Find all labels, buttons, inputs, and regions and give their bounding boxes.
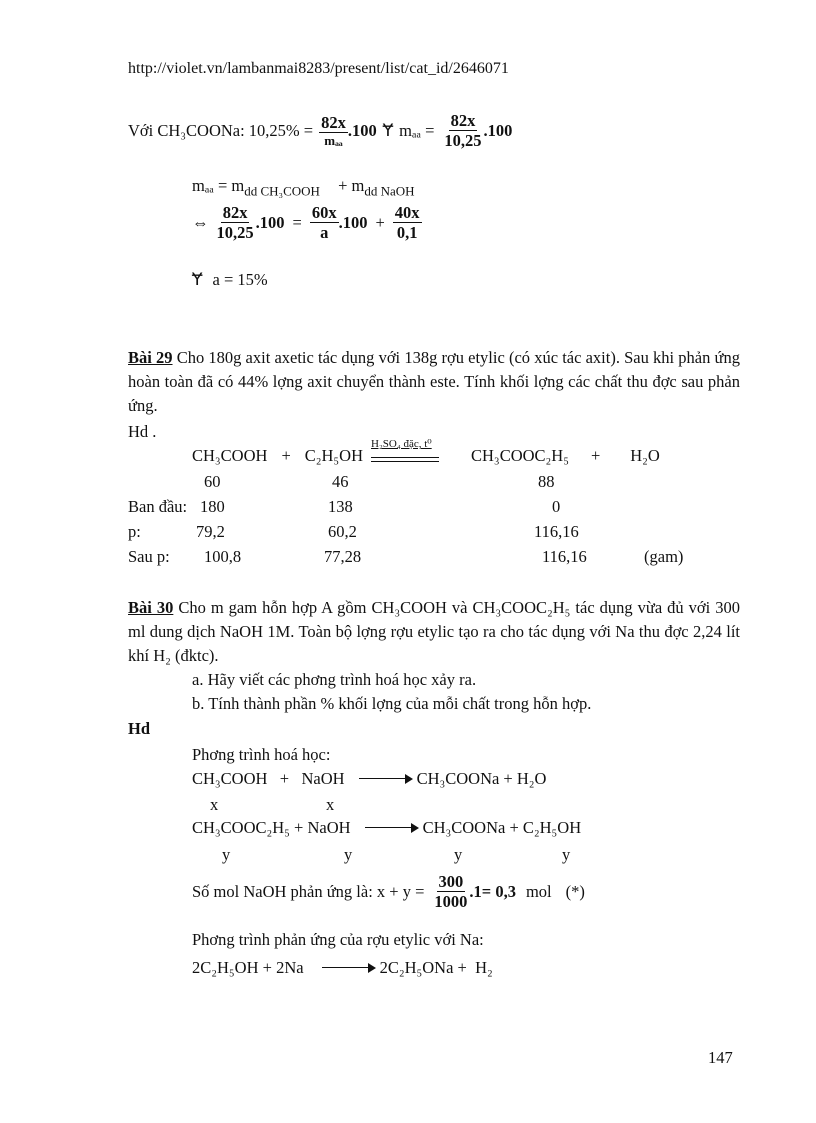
bai29-reaction: CH₃COOH + C₂H₅OH H₂SO₄ đặc, t⁰ CH₃COOC₂H₅ + H₂O [192,438,660,465]
times-100: .100 [347,120,377,140]
bai30-eq1: CH₃COOH + NaOH CH₃COONa + H₂O [192,769,547,788]
calc-line-1 [128,112,512,150]
times-100-b: .100 [483,120,513,140]
bai30-mol-line: Số mol NaOH phản ứng là: x + y = $\frac{300}{1000}$ .1= 0,3 mol (*) [192,872,585,912]
table-row: Sau p: 100,8 77,28 116,16 (gam) [128,547,684,566]
bai30-eq2: CH₃COOC₂H₅ + NaOH CH₃COONa + C₂H₅OH [192,818,582,837]
fraction-300-1000: $\frac{300}{1000}$ [434,872,468,912]
bai29-hd: Hd . [128,422,157,441]
fraction-82x-1025-c: $\frac{82x}{10,25}$ [216,203,254,243]
bai30-text: Cho m gam hỗn hợp A gồm CH₃COOH và CH₃COOC₂H₅ tác dụng vừa đủ với 300 ml dung dịch NaOH 1M. Toàn bộ lợng rợu etylic tạo ra cho tác dụng với Na thu đợc 2,24 lít khí H₂ (đktc). [128,598,740,665]
mdd-label: mₐₐ = [399,120,435,140]
eq2-y-1: y [222,845,231,864]
calc-result: Ɏ a = 15% [192,270,268,290]
table-row: p: 79,2 60,2 116,16 [128,522,579,541]
fraction-82x-mdd: $\frac{82x}{\text{mₐₐ}}$ [321,112,346,149]
fraction-82x-1025: $\frac{82x}{10,25}$ [444,111,482,151]
eq2-y-2: y [344,845,353,864]
bai30-label: Bài 30 [128,598,174,617]
eq1-x-1: x [210,795,219,814]
arrow-right-icon [359,774,413,784]
bai29-text: Cho 180g axit axetic tác dụng với 138g rợu etylic (có xúc tác axit). Sau khi phản ứng hoàn toàn đã có 44% lợng axit chuyển thành este. Tính khối lợng các chất thu đợc sau phản ứng. [128,348,740,415]
implies-icon: Ɏ [192,270,203,290]
bai30-paragraph [128,596,740,668]
eq1-x-2: x [326,795,335,814]
iff-symbol: ⇔ [192,212,209,232]
page-number: 147 [708,1048,733,1067]
eq2-y-3: y [454,845,463,864]
bai30-question-a: a. Hãy viết các phơng trình hoá học xảy ra. [192,670,477,689]
bai30-pt2-title: Phơng trình phản ứng của rợu etylic với Na: [192,930,484,949]
equilibrium-arrow-icon: H₂SO₄ đặc, t⁰ [371,446,449,466]
calc-line-2: $m_{aa} = m_{dd CH_3COOH} + m_{dd NaOH}$ [192,176,415,199]
fraction-60x-a: $\frac{60x}{a}$ [311,203,337,243]
table-row: Ban đầu: 180 138 0 [128,497,561,516]
table-row: 60 46 88 [204,472,555,491]
bai30-eq3: 2C₂H₅OH + 2Na 2C₂H₅ONa + H₂ [192,958,493,977]
bai29-label: Bài 29 [128,348,173,367]
bai30-hd: Hd [128,719,151,738]
fraction-40x-01: $\frac{40x}{0,1}$ [394,203,420,243]
bai30-question-b: b. Tính thành phần % khối lợng của mỗi chất trong hỗn hợp. [192,694,592,713]
bai29-paragraph [128,346,740,418]
eq2-y-4: y [562,845,571,864]
header-url: http://violet.vn/lambanmai8283/present/list/cat_id/2646071 [128,60,509,77]
implies-icon: Ɏ [382,120,394,141]
calc-line-3: ⇔ $\frac{82x}{10,25}$ .100 = $\frac{60x}{a}$ .100 + $\frac{40x}{0,1}$ [192,203,420,243]
bai30-pt-title: Phơng trình hoá học: [192,745,331,764]
calc-line1-prefix: Với CH₃COONa: 10,25% = [128,120,314,140]
arrow-right-icon [365,823,419,833]
arrow-right-icon [322,963,376,973]
